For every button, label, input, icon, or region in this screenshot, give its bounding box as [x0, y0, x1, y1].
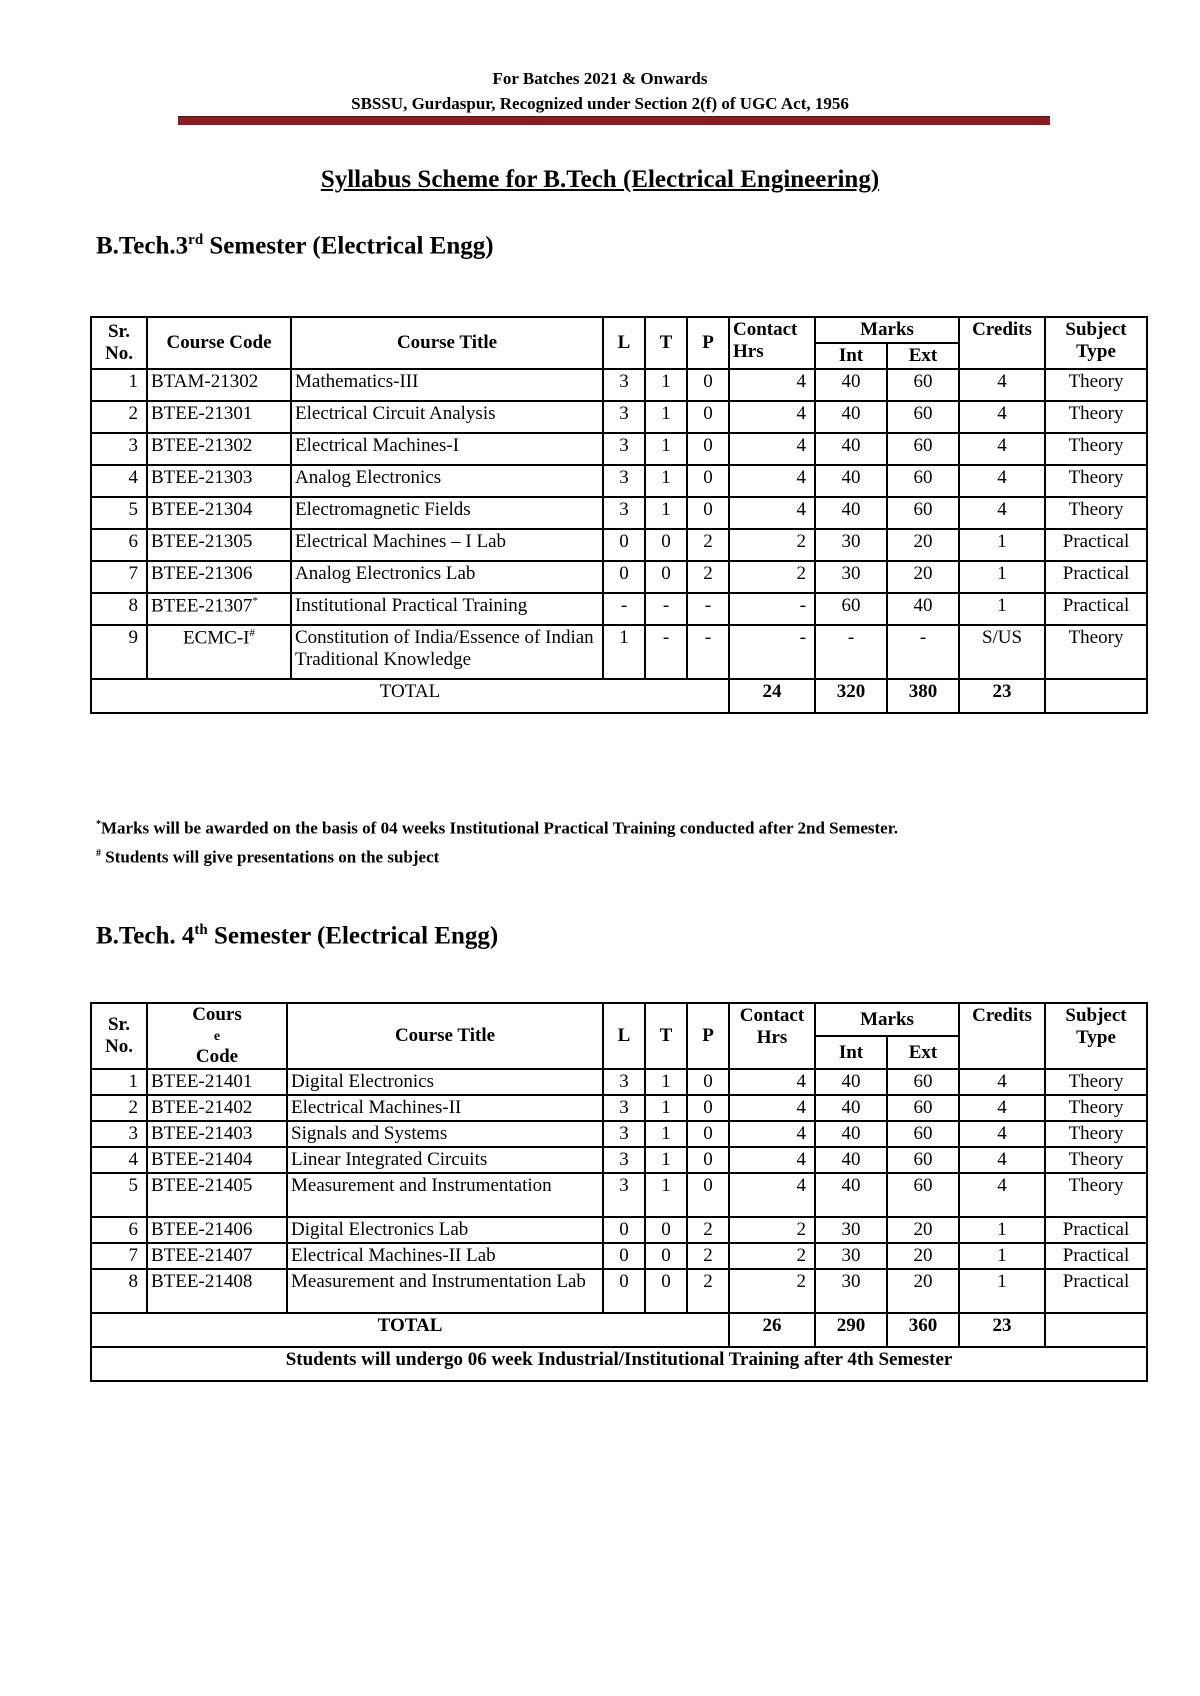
cell-l: 0 [603, 529, 645, 561]
cell-contact-hrs: 2 [729, 1217, 815, 1243]
cell-credits: 1 [959, 1217, 1045, 1243]
cell-t: 0 [645, 1243, 687, 1269]
cell-ext: 60 [887, 497, 959, 529]
sem3-heading: B.Tech.3rd Semester (Electrical Engg) [96, 232, 494, 260]
cell-type: Practical [1045, 1243, 1147, 1269]
cell-contact-hrs: 4 [729, 1121, 815, 1147]
sem3-table [90, 316, 1148, 714]
cell-code: BTEE-21302 [147, 433, 291, 465]
cell-title: Digital Electronics [287, 1069, 603, 1095]
cell-code: BTEE-21408 [147, 1269, 287, 1313]
cell-l: 3 [603, 1121, 645, 1147]
cell-title: Measurement and Instrumentation Lab [287, 1269, 603, 1313]
cell-code: BTEE-21305 [147, 529, 291, 561]
cell-credits: 1 [959, 529, 1045, 561]
col-marks: Marks [815, 317, 959, 343]
cell-ext: 20 [887, 1269, 959, 1313]
cell-t: 0 [645, 561, 687, 593]
cell-code: BTEE-21402 [147, 1095, 287, 1121]
cell-contact-hrs: 4 [729, 1095, 815, 1121]
col-marks: Marks [815, 1003, 959, 1036]
cell-type: Practical [1045, 561, 1147, 593]
cell-t: 1 [645, 1173, 687, 1217]
cell-credits: 4 [959, 1173, 1045, 1217]
cell-credits: 4 [959, 465, 1045, 497]
table-row [91, 1269, 1147, 1313]
cell-code: BTEE-21301 [147, 401, 291, 433]
cell-code: BTEE-21403 [147, 1121, 287, 1147]
cell-credits: 1 [959, 1243, 1045, 1269]
header-batches: For Batches 2021 & Onwards [492, 69, 708, 88]
cell-title: Linear Integrated Circuits [287, 1147, 603, 1173]
cell-title: Signals and Systems [287, 1121, 603, 1147]
cell-p: 0 [687, 1095, 729, 1121]
cell-title: Electrical Machines-II Lab [287, 1243, 603, 1269]
cell-credits: 4 [959, 1069, 1045, 1095]
cell-sr: 2 [91, 1095, 147, 1121]
cell-sr: 8 [91, 1269, 147, 1313]
cell-int: 30 [815, 1217, 887, 1243]
cell-l: 3 [603, 465, 645, 497]
cell-l: 3 [603, 401, 645, 433]
cell-type: Practical [1045, 593, 1147, 625]
cell-title: Digital Electronics Lab [287, 1217, 603, 1243]
cell-sr: 3 [91, 433, 147, 465]
cell-p: 0 [687, 1173, 729, 1217]
cell-title: Analog Electronics Lab [291, 561, 603, 593]
cell-contact-hrs: 4 [729, 497, 815, 529]
table-row [91, 625, 1147, 679]
total-int: 320 [815, 679, 887, 713]
table-row [91, 561, 1147, 593]
table-row [91, 593, 1147, 625]
cell-t: 1 [645, 497, 687, 529]
cell-t: 0 [645, 529, 687, 561]
cell-l: 3 [603, 497, 645, 529]
col-int: Int [815, 1036, 887, 1069]
cell-contact-hrs: 2 [729, 561, 815, 593]
cell-int: 40 [815, 1121, 887, 1147]
col-int: Int [815, 343, 887, 369]
cell-p: 2 [687, 1243, 729, 1269]
cell-code: BTEE-21306 [147, 561, 291, 593]
cell-ext: 20 [887, 561, 959, 593]
sem4-training-row [91, 1347, 1147, 1381]
cell-p: 2 [687, 1269, 729, 1313]
cell-title: Measurement and Instrumentation [287, 1173, 603, 1217]
cell-code: BTEE-21304 [147, 497, 291, 529]
cell-ext: 60 [887, 1173, 959, 1217]
cell-type: Theory [1045, 465, 1147, 497]
cell-ext: 60 [887, 369, 959, 401]
cell-title: Electrical Machines-II [287, 1095, 603, 1121]
cell-sr: 1 [91, 369, 147, 401]
cell-l: 3 [603, 1095, 645, 1121]
total-credits: 23 [959, 1313, 1045, 1347]
col-type: Subject Type [1045, 317, 1147, 369]
cell-ext: 20 [887, 1217, 959, 1243]
table-row [91, 1243, 1147, 1269]
cell-contact-hrs: 4 [729, 465, 815, 497]
page-header [0, 66, 1200, 116]
cell-t: 1 [645, 1095, 687, 1121]
col-contact: Contact Hrs [729, 317, 815, 369]
cell-sr: 4 [91, 1147, 147, 1173]
cell-sr: 5 [91, 1173, 147, 1217]
cell-contact-hrs: - [729, 593, 815, 625]
table-row [91, 529, 1147, 561]
col-code: Cours e Code [147, 1003, 287, 1069]
cell-code: BTEE-21407 [147, 1243, 287, 1269]
cell-credits: 4 [959, 1095, 1045, 1121]
cell-sr: 6 [91, 1217, 147, 1243]
cell-p: 0 [687, 1069, 729, 1095]
cell-p: 2 [687, 529, 729, 561]
cell-code: BTAM-21302 [147, 369, 291, 401]
cell-sr: 2 [91, 401, 147, 433]
total-ext: 380 [887, 679, 959, 713]
cell-ext: 60 [887, 1147, 959, 1173]
table-row [91, 465, 1147, 497]
cell-l: 0 [603, 1217, 645, 1243]
cell-credits: 4 [959, 401, 1045, 433]
cell-ext: 60 [887, 401, 959, 433]
cell-code: ECMC-I# [147, 625, 291, 679]
total-ext: 360 [887, 1313, 959, 1347]
cell-contact-hrs: - [729, 625, 815, 679]
cell-type: Theory [1045, 625, 1147, 679]
cell-sr: 8 [91, 593, 147, 625]
col-title: Course Title [291, 317, 603, 369]
cell-l: 3 [603, 1147, 645, 1173]
cell-type: Theory [1045, 433, 1147, 465]
cell-t: 0 [645, 1269, 687, 1313]
cell-type: Practical [1045, 1269, 1147, 1313]
cell-ext: 20 [887, 1243, 959, 1269]
cell-t: - [645, 625, 687, 679]
cell-code: BTEE-21405 [147, 1173, 287, 1217]
cell-ext: 40 [887, 593, 959, 625]
cell-code: BTEE-21307* [147, 593, 291, 625]
cell-sr: 7 [91, 1243, 147, 1269]
footnote-training: *Marks will be awarded on the basis of 04 weeks Institutional Practical Training conducted after 2nd Semester. [96, 818, 898, 838]
cell-credits: 1 [959, 593, 1045, 625]
cell-int: 40 [815, 1069, 887, 1095]
footnote-presentations: # Students will give presentations on the subject [96, 847, 440, 867]
cell-title: Institutional Practical Training [291, 593, 603, 625]
col-sr: Sr. No. [91, 1003, 147, 1069]
cell-int: 60 [815, 593, 887, 625]
col-p: P [687, 1003, 729, 1069]
table-row [91, 1173, 1147, 1217]
col-credits: Credits [959, 1003, 1045, 1069]
cell-t: 1 [645, 1147, 687, 1173]
col-sr: Sr. No. [91, 317, 147, 369]
cell-contact-hrs: 2 [729, 1243, 815, 1269]
cell-int: 40 [815, 1147, 887, 1173]
col-contact: Contact Hrs [729, 1003, 815, 1069]
cell-l: 0 [603, 561, 645, 593]
table-row [91, 1217, 1147, 1243]
cell-int: 40 [815, 465, 887, 497]
cell-int: 30 [815, 1269, 887, 1313]
cell-ext: 60 [887, 465, 959, 497]
cell-sr: 4 [91, 465, 147, 497]
table-row [91, 369, 1147, 401]
col-t: T [645, 317, 687, 369]
cell-title: Analog Electronics [291, 465, 603, 497]
cell-p: 0 [687, 1121, 729, 1147]
cell-title: Electrical Circuit Analysis [291, 401, 603, 433]
cell-type: Theory [1045, 1173, 1147, 1217]
cell-l: 3 [603, 369, 645, 401]
cell-p: 0 [687, 1147, 729, 1173]
cell-int: 30 [815, 1243, 887, 1269]
cell-t: 1 [645, 465, 687, 497]
page-title: Syllabus Scheme for B.Tech (Electrical Engineering) [320, 166, 880, 193]
cell-code: BTEE-21406 [147, 1217, 287, 1243]
cell-contact-hrs: 4 [729, 401, 815, 433]
cell-title: Electrical Machines – I Lab [291, 529, 603, 561]
cell-l: 1 [603, 625, 645, 679]
cell-l: - [603, 593, 645, 625]
total-hrs: 24 [729, 679, 815, 713]
sem4-table [90, 1002, 1148, 1382]
cell-title: Mathematics-III [291, 369, 603, 401]
cell-type: Theory [1045, 1069, 1147, 1095]
cell-ext: - [887, 625, 959, 679]
table-row [91, 497, 1147, 529]
col-title: Course Title [287, 1003, 603, 1069]
table-row [91, 1121, 1147, 1147]
cell-t: 1 [645, 1121, 687, 1147]
footnotes [96, 812, 898, 869]
col-code: Course Code [147, 317, 291, 369]
cell-type: Theory [1045, 1095, 1147, 1121]
cell-p: 0 [687, 401, 729, 433]
cell-p: 2 [687, 1217, 729, 1243]
sem4-heading: B.Tech. 4th Semester (Electrical Engg) [96, 922, 499, 950]
cell-title: Constitution of India/Essence of Indian Traditional Knowledge [291, 625, 603, 679]
cell-p: - [687, 625, 729, 679]
cell-type: Theory [1045, 497, 1147, 529]
cell-ext: 60 [887, 1095, 959, 1121]
cell-contact-hrs: 4 [729, 1173, 815, 1217]
cell-sr: 5 [91, 497, 147, 529]
cell-type: Theory [1045, 369, 1147, 401]
cell-ext: 60 [887, 1069, 959, 1095]
col-type: Subject Type [1045, 1003, 1147, 1069]
cell-l: 3 [603, 433, 645, 465]
col-t: T [645, 1003, 687, 1069]
cell-int: 40 [815, 1095, 887, 1121]
cell-type: Practical [1045, 1217, 1147, 1243]
cell-p: 2 [687, 561, 729, 593]
cell-p: 0 [687, 465, 729, 497]
cell-contact-hrs: 4 [729, 1069, 815, 1095]
cell-code: BTEE-21303 [147, 465, 291, 497]
cell-type: Theory [1045, 401, 1147, 433]
total-hrs: 26 [729, 1313, 815, 1347]
cell-sr: 9 [91, 625, 147, 679]
cell-credits: S/US [959, 625, 1045, 679]
cell-ext: 60 [887, 433, 959, 465]
cell-int: 40 [815, 497, 887, 529]
sem4-total-row [91, 1313, 1147, 1347]
cell-l: 0 [603, 1243, 645, 1269]
cell-contact-hrs: 4 [729, 369, 815, 401]
total-label: TOTAL [91, 1313, 729, 1347]
cell-credits: 4 [959, 369, 1045, 401]
cell-type: Practical [1045, 529, 1147, 561]
cell-sr: 1 [91, 1069, 147, 1095]
col-l: L [603, 317, 645, 369]
cell-int: 40 [815, 369, 887, 401]
col-credits: Credits [959, 317, 1045, 369]
total-credits: 23 [959, 679, 1045, 713]
cell-p: 0 [687, 497, 729, 529]
cell-contact-hrs: 2 [729, 529, 815, 561]
cell-int: - [815, 625, 887, 679]
cell-sr: 7 [91, 561, 147, 593]
cell-l: 3 [603, 1069, 645, 1095]
cell-code: BTEE-21401 [147, 1069, 287, 1095]
header-rule [178, 116, 1050, 125]
table-row [91, 1095, 1147, 1121]
cell-contact-hrs: 4 [729, 433, 815, 465]
col-p: P [687, 317, 729, 369]
header-university: SBSSU, Gurdaspur, Recognized under Section 2(f) of UGC Act, 1956 [351, 94, 849, 113]
cell-credits: 4 [959, 497, 1045, 529]
cell-sr: 6 [91, 529, 147, 561]
cell-p: 0 [687, 369, 729, 401]
cell-ext: 60 [887, 1121, 959, 1147]
table-row [91, 1147, 1147, 1173]
total-label: TOTAL [91, 679, 729, 713]
cell-type: Theory [1045, 1121, 1147, 1147]
table-row [91, 401, 1147, 433]
cell-int: 30 [815, 529, 887, 561]
cell-t: 1 [645, 1069, 687, 1095]
col-l: L [603, 1003, 645, 1069]
cell-int: 40 [815, 433, 887, 465]
cell-credits: 4 [959, 1121, 1045, 1147]
cell-credits: 4 [959, 433, 1045, 465]
sem3-total-row [91, 679, 1147, 713]
cell-sr: 3 [91, 1121, 147, 1147]
cell-title: Electromagnetic Fields [291, 497, 603, 529]
cell-title: Electrical Machines-I [291, 433, 603, 465]
cell-int: 30 [815, 561, 887, 593]
cell-l: 3 [603, 1173, 645, 1217]
cell-p: - [687, 593, 729, 625]
cell-l: 0 [603, 1269, 645, 1313]
cell-credits: 4 [959, 1147, 1045, 1173]
cell-contact-hrs: 2 [729, 1269, 815, 1313]
cell-p: 0 [687, 433, 729, 465]
total-int: 290 [815, 1313, 887, 1347]
cell-ext: 20 [887, 529, 959, 561]
col-ext: Ext [887, 343, 959, 369]
cell-t: 1 [645, 369, 687, 401]
cell-t: 1 [645, 401, 687, 433]
training-note: Students will undergo 06 week Industrial/Institutional Training after 4th Semester [91, 1347, 1147, 1381]
cell-t: 1 [645, 433, 687, 465]
cell-int: 40 [815, 401, 887, 433]
col-ext: Ext [887, 1036, 959, 1069]
cell-credits: 1 [959, 1269, 1045, 1313]
cell-credits: 1 [959, 561, 1045, 593]
table-row [91, 1069, 1147, 1095]
cell-contact-hrs: 4 [729, 1147, 815, 1173]
cell-int: 40 [815, 1173, 887, 1217]
cell-code: BTEE-21404 [147, 1147, 287, 1173]
table-row [91, 433, 1147, 465]
cell-t: - [645, 593, 687, 625]
cell-t: 0 [645, 1217, 687, 1243]
cell-type: Theory [1045, 1147, 1147, 1173]
